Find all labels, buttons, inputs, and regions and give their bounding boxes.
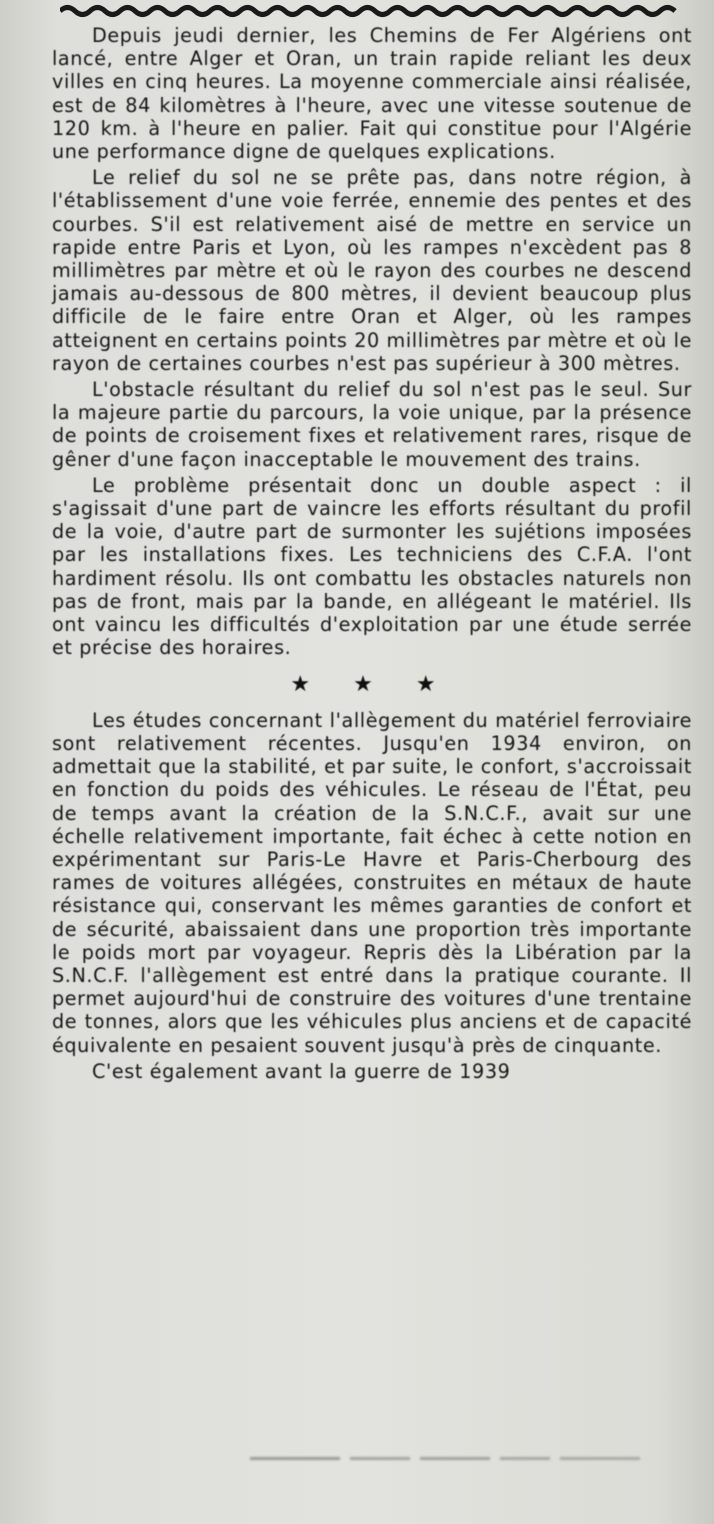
paragraph-relief: Le relief du sol ne se prête pas, dans notre région, à l'établissement d'une voie ferrée, ennemie des pentes et des courbes. S'il est relativement aisé de mettre en service un rapide entre Paris et Lyon, où les rampes n'excèdent pas 8 millimètres par mètre et où le rayon des courbes ne descend jamais au-dessous de 800 mètres, il devient beaucoup plus difficile de le faire entre Oran et Alger, où les rampes atteignent en certains points 20 millimètres par mètre et où le rayon de certaines courbes n'est pas supérieur à 300 mètres. xyxy=(52,166,692,375)
wavy-top-rule xyxy=(60,4,680,18)
article-column xyxy=(52,24,692,1083)
illegible-bottom-text-smudge xyxy=(250,1448,670,1470)
paragraph-allegement: Les études concernant l'allègement du matériel ferroviaire sont relativement récentes. Jusqu'en 1934 environ, on admettait que la stabilité, et par suite, le confort, s'accroissait en fonction du poids des véhicules. Le réseau de l'État, peu de temps avant la création de la S.N.C.F., avait sur une échelle relativement importante, fait échec à cette notion en expérimentant sur Paris-Le Havre et Paris-Cherbourg des rames de voitures allégées, construites en métaux de haute résistance qui, conservant les mêmes garanties de confort et de sécurité, abaissaient dans une proportion très importante le poids mort par voyageur. Repris dès la Libération par la S.N.C.F. l'allègement est entré dans la pratique courante. Il permet aujourd'hui de construire des voitures d'une trentaine de tonnes, alors que les véhicules plus anciens et de capacité équivalente en pesaient souvent jusqu'à près de cinquante. xyxy=(52,708,692,1057)
paragraph-obstacle: L'obstacle résultant du relief du sol n'est pas le seul. Sur la majeure partie du parcours, la voie unique, par la présence de points de croisement fixes et relativement rares, risque de gêner d'une façon inacceptable le mouvement des trains. xyxy=(52,378,692,471)
paragraph-last-line: C'est également avant la guerre de 1939 xyxy=(92,1059,511,1083)
section-separator-stars: ★ ★ ★ xyxy=(290,672,454,698)
paragraph-intro: Depuis jeudi dernier, les Chemins de Fer Algériens ont lancé, entre Alger et Oran, un train rapide reliant les deux villes en cinq heures. La moyenne commerciale ainsi réalisée, est de 84 kilomètres à l'heure, avec une vitesse soutenue de 120 km. à l'heure en palier. Fait qui constitue pour l'Algérie une performance digne de quelques explications. xyxy=(52,24,692,164)
paragraph-probleme: Le problème présentait donc un double aspect : il s'agissait d'une part de vaincre les efforts résultant du profil de la voie, d'autre part de surmonter les sujétions imposées par les installations fixes. Les techniciens des C.F.A. l'ont hardiment résolu. Ils ont combattu les obstacles naturels non pas de front, mais par la bande, en allégeant le matériel. Ils ont vaincu les difficultés d'exploitation par une étude serrée et précise des horaires. xyxy=(52,473,692,660)
